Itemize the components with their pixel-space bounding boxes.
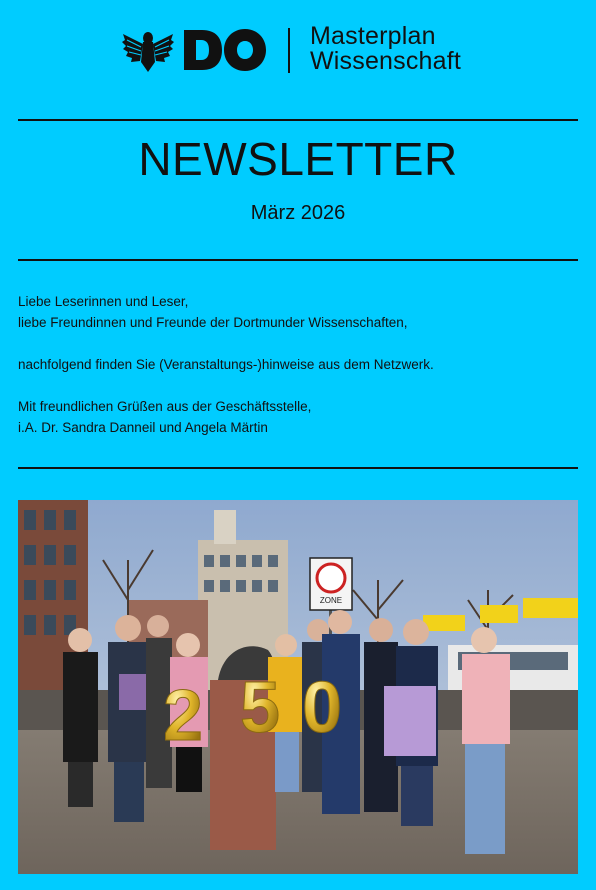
masterplan-wordmark — [310, 24, 461, 74]
divider-middle — [18, 259, 578, 261]
divider-top — [18, 119, 578, 121]
newsletter-date: März 2026 — [250, 202, 346, 224]
greeting-line-1: Liebe Leserinnen und Leser, — [18, 294, 189, 309]
balloon-digit-5: 5 — [240, 668, 281, 748]
header — [0, 22, 596, 82]
divider-bottom — [18, 467, 578, 469]
signature-line: i.A. Dr. Sandra Danneil und Angela Märtin — [18, 420, 268, 435]
balloon-digit-2: 2 — [163, 676, 204, 756]
closing-line: Mit freundlichen Grüßen aus der Geschäftsstelle, — [18, 399, 312, 414]
eagle-crest-icon — [121, 28, 175, 74]
logo-divider — [288, 28, 290, 73]
greeting-line-2: liebe Freundinnen und Freunde der Dortmunder Wissenschaften, — [18, 315, 408, 330]
intro-paragraph: nachfolgend finden Sie (Veranstaltungs-)hinweise aus dem Netzwerk. — [18, 357, 434, 372]
group-photo — [18, 500, 578, 874]
masterplan-line2: Wissenschaft — [310, 47, 462, 75]
newsletter-title: NEWSLETTER — [138, 133, 458, 185]
sign-zone-text: ZONE — [319, 596, 343, 605]
masterplan-line1: Masterplan — [310, 22, 436, 50]
do-logo — [184, 28, 266, 72]
intro-text — [18, 291, 578, 438]
balloon-digit-0: 0 — [302, 668, 343, 748]
